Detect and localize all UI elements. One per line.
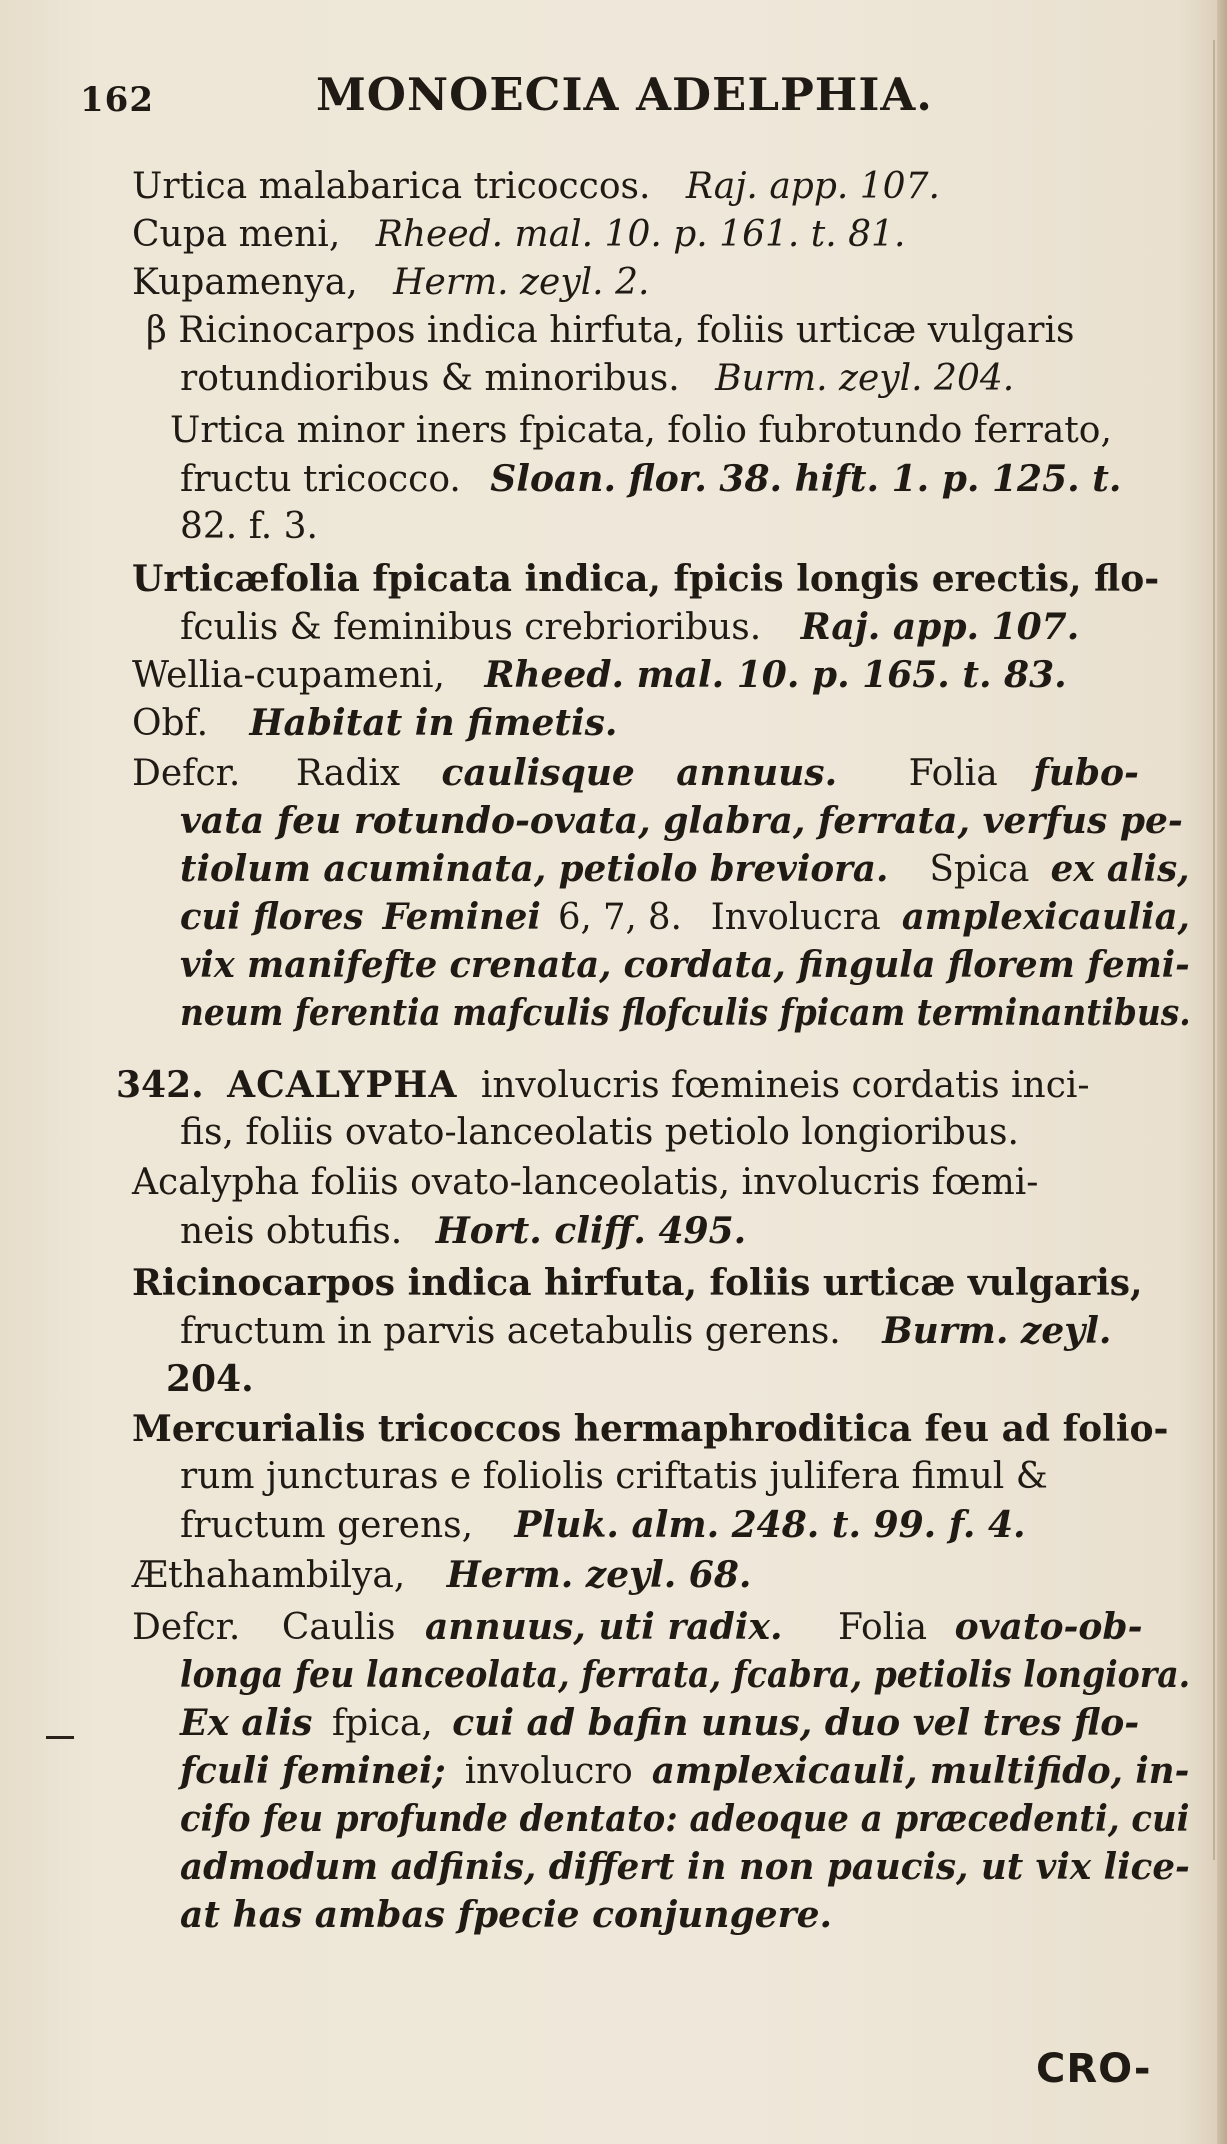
- entry-line: [180, 1702, 1139, 1745]
- text: fculi feminei;: [180, 1750, 446, 1792]
- entry-line: [132, 702, 617, 745]
- entry-line: Mercurialis tricoccos hermaphroditica feu ad folio-: [132, 1408, 1169, 1450]
- term: Folia: [908, 753, 998, 794]
- genus-name: ACALYPHA: [227, 1064, 458, 1106]
- citation: Raj. app. 107.: [800, 606, 1080, 648]
- entry-line: [180, 1210, 746, 1253]
- term: Spica: [929, 849, 1030, 890]
- label: Defcr.: [132, 753, 241, 794]
- entry-line: neum ferentia mafculis flofculis fpicam terminantibus.: [180, 992, 1191, 1034]
- citation: Burm. zeyl.: [882, 1310, 1112, 1352]
- text: fubo-: [1033, 752, 1139, 794]
- entry-line: vata feu rotundo-ovata, glabra, ferrata, verfus pe-: [180, 800, 1183, 842]
- entry-line: [180, 1310, 1111, 1353]
- page-number: 162: [80, 80, 154, 120]
- entry-line: [132, 166, 940, 208]
- entry-line: [132, 214, 905, 256]
- synonym-name: rotundioribus & minoribus.: [180, 358, 680, 399]
- term: Radix: [295, 753, 401, 794]
- text: Ex alis: [180, 1702, 313, 1744]
- label: Obf.: [132, 703, 209, 744]
- citation: Raj. app. 107.: [685, 166, 940, 207]
- entry-line: at has ambas fpecie conjungere.: [180, 1894, 833, 1936]
- entry-line: [180, 606, 1079, 649]
- running-head: [44, 68, 1174, 128]
- entry-number: 342.: [116, 1064, 204, 1106]
- entry-line: Ricinocarpos indica hirfuta, foliis urticæ vulgaris,: [132, 1262, 1143, 1304]
- entry-line: 204.: [166, 1358, 254, 1400]
- synonym-name: Cupa meni,: [132, 214, 341, 255]
- text: amplexicauli, multifido, in-: [651, 1750, 1190, 1792]
- entry-line: [180, 1750, 1189, 1793]
- text: cui ad bafin unus, duo vel tres flo-: [452, 1702, 1140, 1744]
- entry-line: fis, foliis ovato-lanceolatis petiolo longioribus.: [180, 1112, 1019, 1153]
- entry-line: Urtica minor iners fpicata, folio fubrotundo ferrato,: [170, 410, 1112, 451]
- entry-line: [132, 1606, 1143, 1649]
- entry-line: Acalypha foliis ovato-lanceolatis, involucris fœmi-: [132, 1162, 1039, 1203]
- text: ex alis,: [1050, 848, 1190, 890]
- entry-line: [132, 1554, 751, 1597]
- synonym-name: neis obtufis.: [180, 1211, 403, 1252]
- label: Defcr.: [132, 1607, 241, 1648]
- term: Involucra: [710, 897, 881, 938]
- text: Feminei: [382, 896, 541, 938]
- page-edge: [1217, 0, 1227, 2144]
- synonym-name: fructu tricocco.: [180, 459, 461, 500]
- entry-line: 82. f. 3.: [180, 506, 318, 547]
- citation: Herm. zeyl. 68.: [446, 1554, 752, 1596]
- citation: Sloan. flor. 38. hift. 1. p. 125. t.: [490, 458, 1122, 500]
- entry-line: [180, 358, 1014, 400]
- entry-line: Urticæfolia fpicata indica, fpicis longis erectis, flo-: [132, 558, 1160, 600]
- habitat: Habitat in fimetis.: [249, 702, 618, 744]
- entry-line: [132, 262, 649, 304]
- entry-line: [180, 458, 1121, 501]
- margin-mark: [46, 1736, 74, 1739]
- synonym-name: Æthahambilya,: [132, 1555, 406, 1596]
- text: caulisque: [441, 752, 635, 794]
- page-title: MONOECIA ADELPHIA.: [316, 68, 933, 121]
- text: ovato-ob-: [954, 1606, 1143, 1648]
- entry-line: admodum adfinis, differt in non paucis, ut vix lice-: [180, 1846, 1190, 1888]
- citation: Pluk. alm. 248. t. 99. f. 4.: [514, 1504, 1026, 1546]
- synonym-name: fructum in parvis acetabulis gerens.: [180, 1311, 841, 1352]
- citation: Rheed. mal. 10. p. 165. t. 83.: [484, 654, 1067, 696]
- synonym-name: fructum gerens,: [180, 1505, 474, 1546]
- entry-line: [132, 752, 1139, 795]
- citation: Burm. zeyl. 204.: [715, 358, 1015, 399]
- citation: Rheed. mal. 10. p. 161. t. 81.: [375, 214, 906, 255]
- entry-line: [180, 1504, 1026, 1547]
- entry-line: β Ricinocarpos indica hirfuta, foliis urticæ vulgaris: [146, 310, 1075, 351]
- text: tiolum acuminata, petiolo breviora.: [180, 848, 889, 890]
- entry-line: rum juncturas e foliolis criftatis julifera fimul &: [180, 1456, 1048, 1497]
- entry-line: vix manifefte crenata, cordata, fingula florem femi-: [180, 944, 1190, 986]
- text: annuus.: [676, 752, 838, 794]
- text: 6, 7, 8.: [558, 897, 682, 938]
- term: fpica,: [331, 1703, 433, 1744]
- term: Caulis: [281, 1607, 396, 1648]
- citation: Hort. cliff. 495.: [435, 1210, 747, 1252]
- text: cui flores: [180, 896, 364, 938]
- text: annuus, uti radix.: [424, 1606, 783, 1648]
- diagnosis: involucris fœmineis cordatis inci-: [480, 1065, 1090, 1106]
- synonym-name: Wellia-cupameni,: [132, 655, 445, 696]
- term: Folia: [837, 1607, 928, 1648]
- entry-line: longa feu lanceolata, ferrata, fcabra, petiolis longiora.: [180, 1654, 1191, 1696]
- page-edge-line: [1213, 40, 1215, 1860]
- entry-line: [180, 848, 1190, 891]
- entry-line: cifo feu profunde dentato: adeoque a præcedenti, cui: [180, 1798, 1190, 1840]
- term: involucro: [464, 1751, 633, 1792]
- synonym-name: fculis & feminibus crebrioribus.: [180, 607, 762, 648]
- entry-line: [180, 896, 1190, 939]
- synonym-name: Kupamenya,: [132, 262, 358, 303]
- text: amplexicaulia,: [901, 896, 1190, 938]
- entry-line: [116, 1064, 1090, 1107]
- citation: Herm. zeyl. 2.: [393, 262, 650, 303]
- entry-line: [132, 654, 1067, 697]
- synonym-name: Urtica malabarica tricoccos.: [132, 166, 651, 207]
- catchword: CRO-: [1036, 2046, 1152, 2092]
